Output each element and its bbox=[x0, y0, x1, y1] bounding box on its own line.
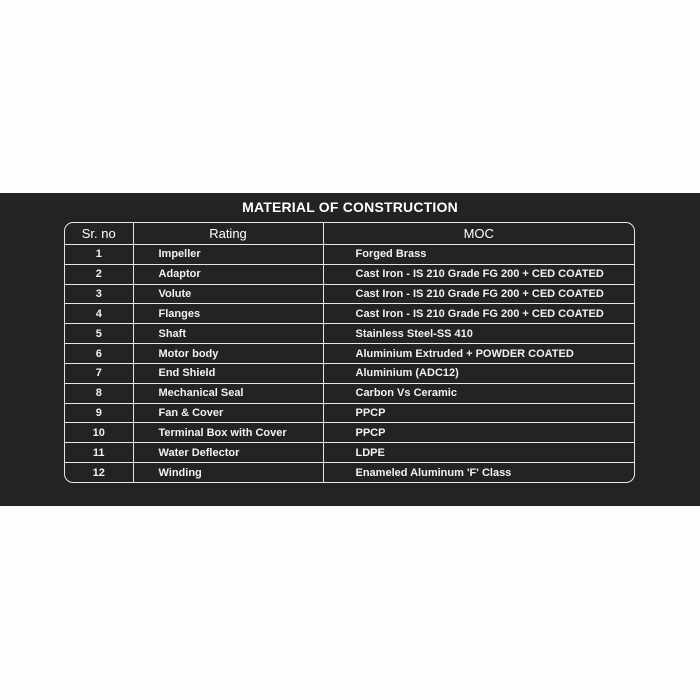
table-row bbox=[65, 383, 634, 403]
table-row bbox=[65, 284, 634, 304]
table-row bbox=[65, 264, 634, 284]
cell-sr-no: 11 bbox=[65, 443, 133, 463]
cell-rating: End Shield bbox=[133, 363, 323, 383]
table-row bbox=[65, 324, 634, 344]
cell-moc: LDPE bbox=[323, 443, 634, 463]
cell-sr-no: 3 bbox=[65, 284, 133, 304]
material-table bbox=[64, 222, 635, 483]
cell-moc: PPCP bbox=[323, 403, 634, 423]
table bbox=[65, 223, 634, 482]
cell-moc: Enameled Aluminum 'F' Class bbox=[323, 463, 634, 482]
table-row bbox=[65, 423, 634, 443]
cell-rating: Terminal Box with Cover bbox=[133, 423, 323, 443]
cell-sr-no: 8 bbox=[65, 383, 133, 403]
cell-rating: Shaft bbox=[133, 324, 323, 344]
cell-moc: Aluminium (ADC12) bbox=[323, 363, 634, 383]
table-row bbox=[65, 463, 634, 482]
page-title: MATERIAL OF CONSTRUCTION bbox=[242, 199, 458, 215]
cell-sr-no: 10 bbox=[65, 423, 133, 443]
cell-moc: Cast Iron - IS 210 Grade FG 200 + CED COATED bbox=[323, 304, 634, 324]
table-header-row bbox=[65, 223, 634, 245]
table-row bbox=[65, 245, 634, 265]
cell-sr-no: 6 bbox=[65, 344, 133, 364]
table-row bbox=[65, 344, 634, 364]
cell-sr-no: 7 bbox=[65, 363, 133, 383]
cell-moc: Cast Iron - IS 210 Grade FG 200 + CED COATED bbox=[323, 284, 634, 304]
cell-rating: Impeller bbox=[133, 245, 323, 265]
table-row bbox=[65, 304, 634, 324]
cell-rating: Winding bbox=[133, 463, 323, 482]
cell-rating: Water Deflector bbox=[133, 443, 323, 463]
table-row bbox=[65, 443, 634, 463]
cell-moc: Cast Iron - IS 210 Grade FG 200 + CED COATED bbox=[323, 264, 634, 284]
cell-moc: Aluminium Extruded + POWDER COATED bbox=[323, 344, 634, 364]
cell-moc: Forged Brass bbox=[323, 245, 634, 265]
cell-sr-no: 2 bbox=[65, 264, 133, 284]
cell-sr-no: 12 bbox=[65, 463, 133, 482]
cell-sr-no: 9 bbox=[65, 403, 133, 423]
cell-rating: Motor body bbox=[133, 344, 323, 364]
cell-sr-no: 1 bbox=[65, 245, 133, 265]
header-sr-no: Sr. no bbox=[65, 223, 133, 245]
cell-rating: Mechanical Seal bbox=[133, 383, 323, 403]
cell-sr-no: 5 bbox=[65, 324, 133, 344]
cell-rating: Flanges bbox=[133, 304, 323, 324]
table-row bbox=[65, 403, 634, 423]
cell-sr-no: 4 bbox=[65, 304, 133, 324]
cell-moc: Stainless Steel-SS 410 bbox=[323, 324, 634, 344]
header-rating: Rating bbox=[133, 223, 323, 245]
cell-rating: Volute bbox=[133, 284, 323, 304]
header-moc: MOC bbox=[323, 223, 634, 245]
cell-rating: Adaptor bbox=[133, 264, 323, 284]
cell-moc: Carbon Vs Ceramic bbox=[323, 383, 634, 403]
cell-rating: Fan & Cover bbox=[133, 403, 323, 423]
cell-moc: PPCP bbox=[323, 423, 634, 443]
table-row bbox=[65, 363, 634, 383]
